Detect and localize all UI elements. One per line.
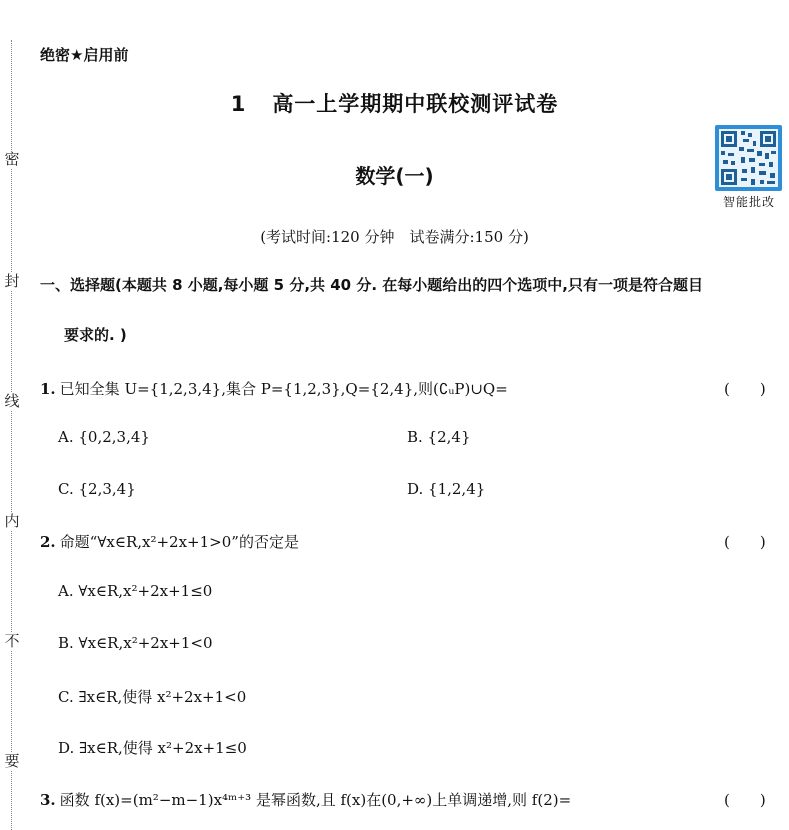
option-c[interactable]: C. ∃x∈R,使得 x²+2x+1<0 (58, 688, 247, 706)
qr-label: 智能批改 (722, 195, 775, 209)
confidential-label: 绝密★启用前 (40, 46, 129, 64)
binding-char: 密 (4, 150, 20, 168)
option-c[interactable]: C. {2,3,4} (58, 480, 136, 498)
section-heading-continued: 要求的. ) (64, 326, 127, 344)
qr-code-icon[interactable] (715, 125, 782, 191)
exam-title-text: 高一上学期期中联校测评试卷 (272, 92, 559, 116)
section-heading: 一、选择题(本题共 8 小题,每小题 5 分,共 40 分. 在每小题给出的四个选项中,只有一项是符合题目 (40, 276, 703, 294)
answer-parentheses[interactable]: ( ) (724, 380, 766, 398)
binding-char: 内 (4, 512, 20, 530)
question-text: 函数 f(x)=(m²−m−1)x⁴ᵐ⁺³ 是幂函数,且 f(x)在(0,+∞)上单调递增,则 f(2)= (59, 791, 572, 809)
option-a[interactable]: A. ∀x∈R,x²+2x+1≤0 (58, 582, 213, 600)
option-d[interactable]: D. ∃x∈R,使得 x²+2x+1≤0 (58, 739, 247, 757)
option-b[interactable]: B. {2,4} (407, 428, 471, 446)
exam-info: (考试时间:120 分钟 试卷满分:150 分) (260, 228, 529, 246)
option-b[interactable]: B. ∀x∈R,x²+2x+1<0 (58, 634, 213, 652)
answer-parentheses[interactable]: ( ) (724, 533, 766, 551)
question-2 (40, 531, 299, 552)
option-d[interactable]: D. {1,2,4} (407, 480, 486, 498)
binding-char: 要 (4, 752, 20, 770)
binding-char: 封 (4, 272, 20, 290)
question-text: 已知全集 U={1,2,3,4},集合 P={1,2,3},Q={2,4},则(∁ᵤP)∪Q= (59, 380, 508, 398)
subject-title: 数学(一) (355, 164, 434, 188)
option-a[interactable]: A. {0,2,3,4} (58, 428, 150, 446)
question-number: 3. (40, 791, 56, 809)
answer-parentheses[interactable]: ( ) (724, 791, 766, 809)
exam-title (0, 88, 789, 118)
binding-char: 不 (4, 632, 20, 650)
question-number: 2. (40, 533, 56, 551)
question-1 (40, 378, 508, 399)
exam-number: 1 (230, 92, 247, 116)
question-3 (40, 789, 571, 810)
binding-char: 线 (4, 392, 20, 410)
question-number: 1. (40, 380, 56, 398)
question-text: 命题“∀x∈R,x²+2x+1>0”的否定是 (59, 533, 299, 551)
